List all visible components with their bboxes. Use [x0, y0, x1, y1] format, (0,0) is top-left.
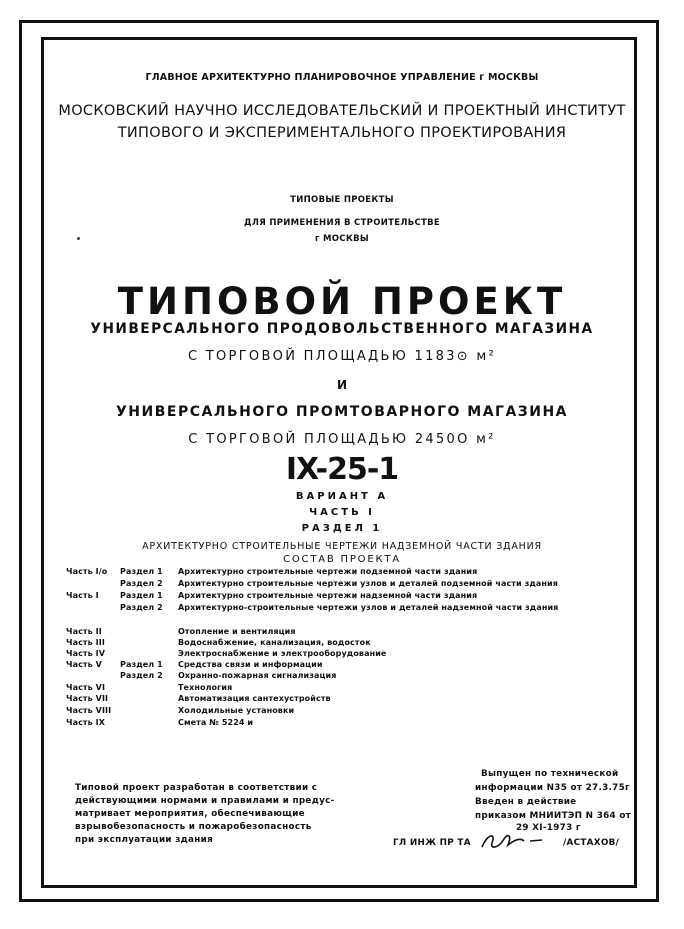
- part-section: Раздел 2: [120, 671, 163, 680]
- composition-section: Раздел 2: [120, 603, 163, 612]
- part-text: Автоматизация сантехустройств: [178, 694, 331, 703]
- part-number: Часть IV: [66, 649, 106, 658]
- composition-text: Архитектурно строительные чертежи подземной части здания: [178, 567, 478, 576]
- part-text: Водоснабжение, канализация, водосток: [178, 638, 371, 647]
- part-number: Часть II: [66, 627, 102, 636]
- approval-line: информации N35 от 27.3.75г: [475, 783, 630, 793]
- composition-text: Архитектурно строительные чертежи надземной части здания: [178, 591, 478, 600]
- part-number: Часть VI: [66, 683, 106, 692]
- part-number: Часть IX: [66, 718, 106, 727]
- store-1-area: С ТОРГОВОЙ ПЛОЩАДЬЮ 1183⊙ м²: [187, 349, 497, 364]
- conjunction: И: [336, 378, 348, 392]
- document-title: ТИПОВОЙ ПРОЕКТ: [117, 280, 567, 323]
- section-label: РАЗДЕЛ 1: [301, 523, 383, 534]
- part-text: Технология: [178, 683, 233, 692]
- composition-part: Часть I/о: [66, 567, 108, 576]
- ministry-heading: ГЛАВНОЕ АРХИТЕКТУРНО ПЛАНИРОВОЧНОЕ УПРАВЛЕНИЕ г МОСКВЫ: [145, 72, 539, 83]
- part-text: Смета № 5224 и: [178, 718, 254, 727]
- purpose-line-3: г МОСКВЫ: [315, 234, 369, 244]
- institute-line-2: ТИПОВОГО И ЭКСПЕРИМЕНТАЛЬНОГО ПРОЕКТИРОВАНИЯ: [117, 125, 567, 141]
- part-number: Часть V: [66, 660, 102, 669]
- institute-line-1: МОСКОВСКИЙ НАУЧНО ИССЛЕДОВАТЕЛЬСКИЙ И ПРОЕКТНЫЙ ИНСТИТУТ: [58, 103, 626, 119]
- part-text: Отопление и вентиляция: [178, 627, 296, 636]
- purpose-line-1: ТИПОВЫЕ ПРОЕКТЫ: [290, 195, 394, 205]
- part-text: Средства связи и информации: [178, 660, 323, 669]
- part-number: Часть III: [66, 638, 105, 647]
- part-label: ЧАСТЬ I: [309, 507, 375, 518]
- purpose-line-2: ДЛЯ ПРИМЕНЕНИЯ В СТРОИТЕЛЬСТВЕ: [243, 218, 441, 228]
- variant-label: ВАРИАНТ А: [295, 491, 389, 502]
- approval-line: Выпущен по технической: [481, 769, 619, 779]
- store-1-name: УНИВЕРСАЛЬНОГО ПРОДОВОЛЬСТВЕННОГО МАГАЗИНА: [90, 321, 594, 337]
- part-text: Охранно-пожарная сигнализация: [178, 671, 337, 680]
- note-line: Типовой проект разработан в соответствии с: [75, 783, 318, 793]
- composition-text: Архитектурно строительные чертежи узлов и деталей подземной части здания: [178, 579, 558, 588]
- part-section: Раздел 1: [120, 660, 163, 669]
- signer-name: /АСТАХОВ/: [563, 838, 620, 848]
- store-2-area: С ТОРГОВОЙ ПЛОЩАДЬЮ 2450О м²: [188, 432, 496, 447]
- composition-section: Раздел 1: [120, 567, 163, 576]
- approval-date: 29 XI-1973 г: [516, 823, 581, 833]
- note-line: действующими нормами и правилами и предус-: [75, 796, 335, 806]
- project-code: IX-25-1: [285, 452, 399, 487]
- signature: [478, 827, 558, 853]
- composition-section: Раздел 2: [120, 579, 163, 588]
- note-line: взрывобезопасность и пожаробезопасность: [75, 822, 312, 832]
- composition-title: СОСТАВ ПРОЕКТА: [283, 554, 401, 565]
- note-line: матривает мероприятия, обеспечивающие: [75, 809, 305, 819]
- chief-engineer-label: ГЛ ИНЖ ПР ТА: [393, 838, 471, 848]
- store-2-name: УНИВЕРСАЛЬНОГО ПРОМТОВАРНОГО МАГАЗИНА: [115, 404, 569, 420]
- part-number: Часть VII: [66, 694, 109, 703]
- part-number: Часть VIII: [66, 706, 112, 715]
- approval-line: приказом МНИИТЭП N 364 от: [475, 811, 632, 821]
- composition-part: Часть I: [66, 591, 99, 600]
- approval-line: Введен в действие: [475, 797, 577, 807]
- part-text: Электроснабжение и электрооборудование: [178, 649, 387, 658]
- composition-text: Архитектурно-строительные чертежи узлов и деталей надземной части здания: [178, 603, 559, 612]
- part-text: Холодильные установки: [178, 706, 295, 715]
- composition-section: Раздел 1: [120, 591, 163, 600]
- note-line: при эксплуатации здания: [75, 835, 214, 845]
- section-title: АРХИТЕКТУРНО СТРОИТЕЛЬНЫЕ ЧЕРТЕЖИ НАДЗЕМНОЙ ЧАСТИ ЗДАНИЯ: [142, 541, 542, 552]
